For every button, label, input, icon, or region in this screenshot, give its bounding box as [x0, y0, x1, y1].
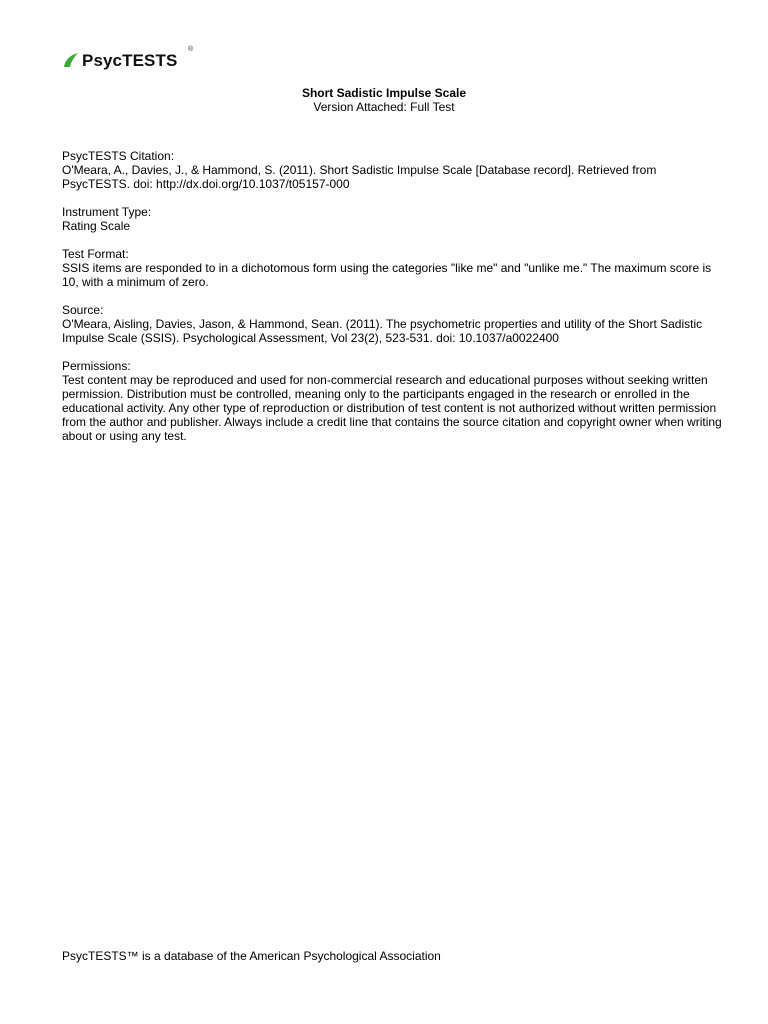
leaf-icon	[62, 52, 80, 68]
section-test-format	[62, 247, 722, 289]
test-format-text: SSIS items are responded to in a dichotomous form using the categories "like me" and "unlike me." The maximum score is 10, with a minimum of zero.	[62, 261, 712, 289]
document-body	[62, 149, 722, 457]
instrument-type-value: Rating Scale	[62, 219, 131, 233]
logo-text-prefix: Psyc	[82, 50, 123, 70]
registered-mark: ®	[188, 46, 194, 53]
instrument-type-label: Instrument Type:	[62, 205, 152, 219]
citation-label: PsycTESTS Citation:	[62, 149, 175, 163]
section-instrument-type	[62, 205, 722, 233]
document-title: Short Sadistic Impulse Scale	[301, 86, 467, 100]
source-label: Source:	[62, 303, 104, 317]
test-format-label: Test Format:	[62, 247, 129, 261]
logo-wordmark	[82, 52, 177, 69]
psyctests-logo	[62, 46, 194, 72]
version-subtitle: Version Attached: Full Test	[313, 100, 455, 114]
logo-text-suffix: TESTS	[122, 50, 178, 70]
section-source	[62, 303, 722, 345]
section-permissions	[62, 359, 722, 443]
source-text: O'Meara, Aisling, Davies, Jason, & Hammond, Sean. (2011). The psychometric properties and utility of the Short Sadistic Impulse Scale (SSIS). Psychological Assessment, Vol 23(2), 523-531. doi: 10.1037/a0022400	[62, 317, 703, 345]
citation-text: O'Meara, A., Davies, J., & Hammond, S. (2011). Short Sadistic Impulse Scale [Database record]. Retrieved from PsycTESTS. doi: http://dx.doi.org/10.1037/t05157-000	[62, 163, 657, 191]
title-block	[0, 86, 768, 114]
permissions-label: Permissions:	[62, 359, 131, 373]
permissions-text: Test content may be reproduced and used for non-commercial research and educational purposes without seeking written permission. Distribution must be controlled, meaning only to the participants engaged in the research or enrolled in the educational activity. Any other type of reproduction or distribution of test content is not authorized without written permission from the author and publisher. Always include a credit line that contains the source citation and copyright owner when writing about or using any test.	[62, 373, 722, 443]
footer-note: PsycTESTS™ is a database of the American Psychological Association	[62, 949, 441, 963]
section-citation	[62, 149, 722, 191]
